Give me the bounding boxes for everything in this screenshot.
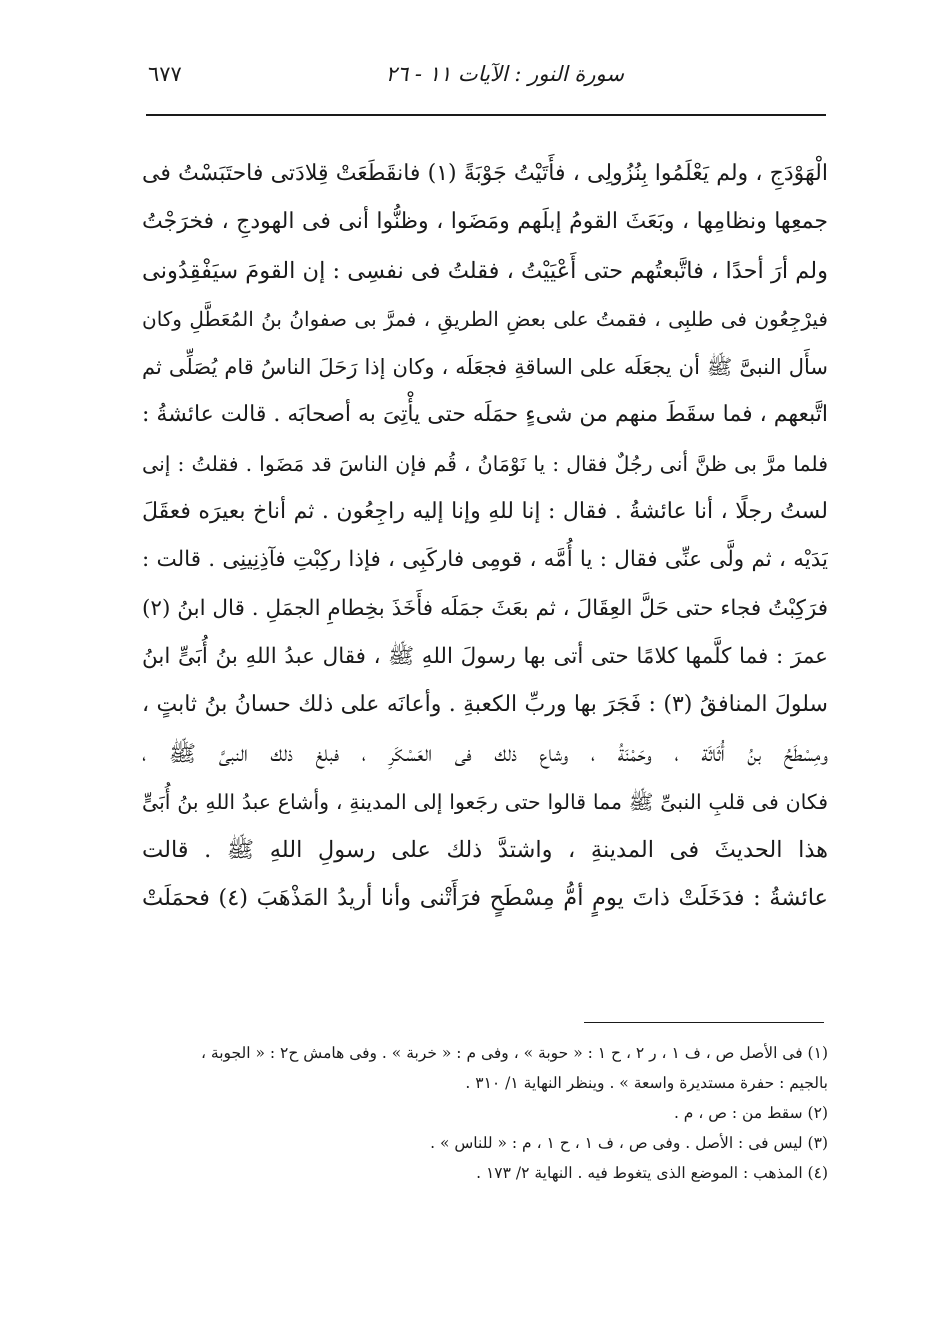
running-title: سورة النور : الآيات ١١ - ٢٦	[385, 62, 624, 86]
text-line: لستُ رجلًا ، أنا عائشةُ . فقال : إنا للهِ وإنا إليه راجِعُون . ثم أناخ بعيرَه فعقَلَ	[142, 499, 828, 525]
text-line: يَدَيْه ، ثم ولَّى عنِّى فقال : يا أُمَّه ، قومِى فاركَبِى ، فإذا ركِبْتِ فآذِنِينِى . قالت :	[142, 547, 828, 573]
footnote: (١) فى الأصل ص ، ف ١ ، ر ٢ ، ح ١ : « حوبة » ، وفى م : « خربة » . وفى هامش ح٢ : « الجوبة ،	[200, 1044, 828, 1062]
page-number: ٦٧٧	[148, 62, 182, 86]
footnote: (٣) ليس فى : الأصل . وفى ص ، ف ١ ، ح ١ ، م : « للناس » .	[430, 1134, 828, 1152]
text-line: فلما مرَّ بى ظنَّ أنى رجُلٌ فقال : يا نَوْمَانُ ، قُم فإن الناسَ قد مَضَوا . فقلتُ : إنى	[142, 451, 828, 476]
page-header	[148, 60, 824, 100]
footnotes	[142, 1038, 828, 1188]
text-line: فكان فى قلبِ النبىِّ ﷺ مما قالوا حتى رجَعوا إلى المدينةِ ، وأشاع عبدُ اللهِ بنُ أُبَىٍّ	[142, 789, 828, 814]
main-text	[142, 150, 828, 923]
text-line: عائشةُ : فدَخَلَتْ ذاتَ يومٍ أمُّ مِسْطَحٍ فرَأَتْنى وأنا أريدُ المَذْهَبَ (٤) فحمَلَتْ	[142, 885, 828, 912]
footnote-continuation: بالجيم : حفرة مستديرة واسعة » . وينظر النهاية ١/ ٣١٠ .	[465, 1074, 828, 1092]
text-line: ومِسْطَحُ بنُ أُثَاثَة ، وحَمْنَةُ ، وشاع ذلك فى العَسْكَرِ ، فبلغ ذلك النبىَّ ﷺ ،	[142, 740, 828, 767]
footnote: (٤) المذهب : الموضع الذى يتغوط فيه . النهاية ٢/ ١٧٣ .	[476, 1164, 828, 1182]
text-line: فرَكِبْتُ فجاء حتى حَلَّ العِقَالَ ، ثم بعَثَ جمَلَه فأَخَذَ بخِطامِ الجمَلِ . قال ابنُ (٢)	[142, 595, 828, 621]
text-line: فيرْجِعُون فى طلبِى ، فقمتُ على بعضِ الطريقِ ، فمرَّ بى صفوانُ بنُ المُعَطَّلِ وكان	[142, 306, 828, 331]
footnote-rule	[584, 1022, 824, 1023]
text-line: اتَّبعهم ، فما سقَطَ منهم من شىءٍ حمَلَه حتى يأْتِىَ به أصحابَه . قالت عائشةُ :	[142, 402, 828, 428]
text-line: جمعِها ونظامِها ، وبَعَثَ القومُ إبلَهم ومَضَوا ، وظنُّوا أنى فى الهودجِ ، فخرَجْتُ	[142, 209, 828, 235]
text-line: عمرَ : فما كلَّمها كلامًا حتى أتى بها رسولَ اللهِ ﷺ ، فقال عبدُ اللهِ بنُ أُبَىٍّ ابنُ	[142, 643, 828, 669]
text-line: سأَل النبىَّ ﷺ أن يجعَلَه على الساقةِ فجعَلَه ، وكان إذا رَحَلَ الناسُ قام يُصَلِّى ثم	[142, 355, 828, 380]
header-rule	[146, 114, 826, 116]
text-line: هذا الحديثَ فى المدينةِ ، واشتدَّ ذلك على رسولِ اللهِ ﷺ . قالت	[142, 837, 828, 864]
text-line: سلولَ المنافقُ (٣) : فَجَرَ بها وربِّ الكعبةِ . وأعانَه على ذلك حسانُ بنُ ثابتٍ ،	[142, 692, 828, 718]
footnote: (٢) سقط من : ص ، م .	[673, 1104, 828, 1122]
text-line: ولم أرَ أحدًا ، فاتَّبعتُهم حتى أَعْيَيْتُ ، فقلتُ فى نفسِى : إن القومَ سيَفْقِدُونى	[142, 257, 828, 284]
text-line: الْهَوْدَجِ ، ولم يَعْلَمُوا بِنُزُولِى ، فأَتَيْتُ جَوْبَةً (١) فانقَطَعَتْ قِلادَتى فاحتَبَسْتُ فى	[142, 161, 828, 186]
